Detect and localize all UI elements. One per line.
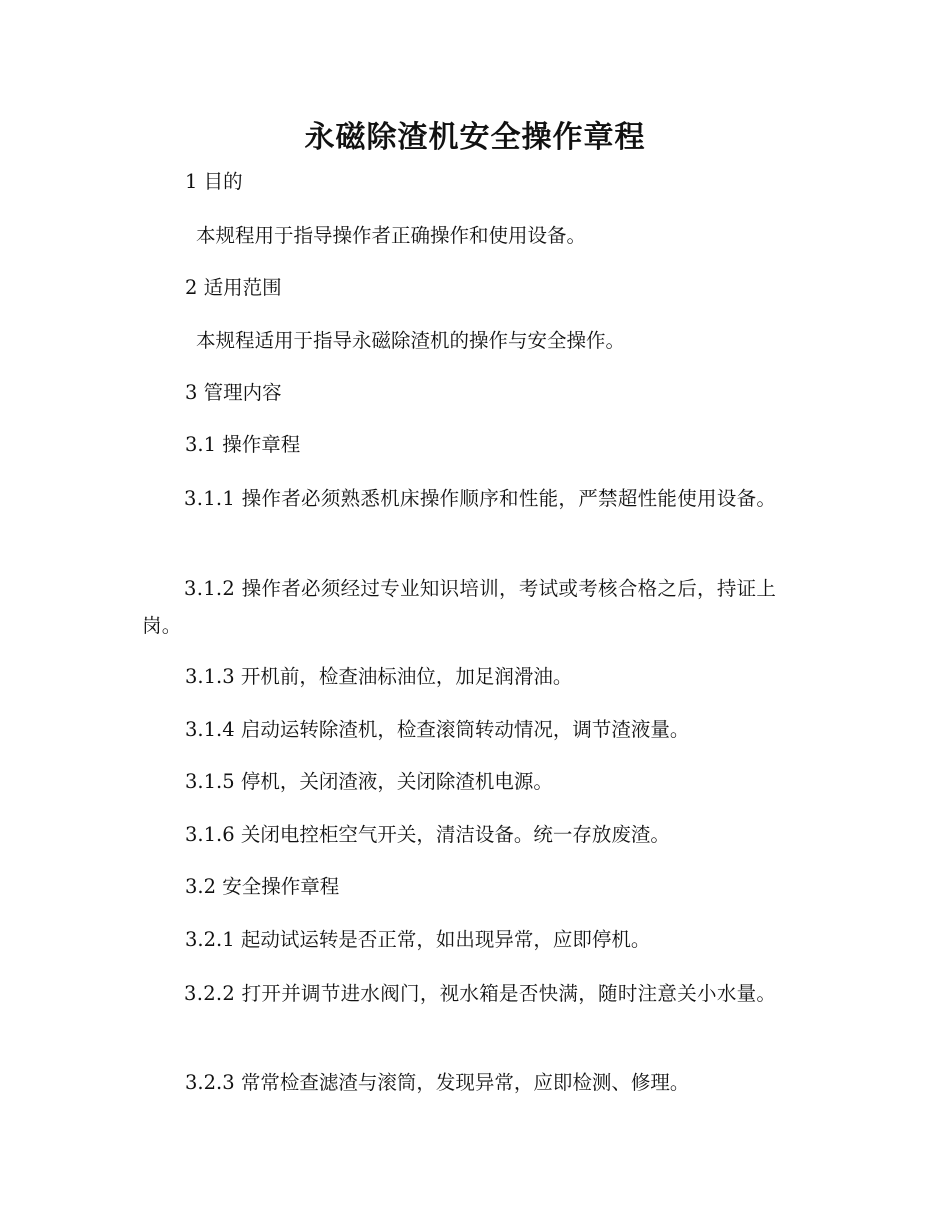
- document-title: 永磁除渣机安全操作章程: [304, 120, 646, 155]
- clause-3-1-3: 3.1.3 开机前，检查油标油位，加足润滑油。: [185, 665, 573, 688]
- section-1-body: 本规程用于指导操作者正确操作和使用设备。: [196, 224, 587, 247]
- clause-3-2-3: 3.2.3 常常检查滤渣与滚筒，发现异常，应即检测、修理。: [185, 1071, 690, 1094]
- section-3-1-heading: 3.1 操作章程: [185, 433, 301, 456]
- clause-3-1-1: 3.1.1 操作者必须熟悉机床操作顺序和性能，严禁超性能使用设备。: [184, 487, 777, 510]
- clause-3-1-4: 3.1.4 启动运转除渣机，检查滚筒转动情况，调节渣液量。: [185, 718, 690, 741]
- clause-3-1-5: 3.1.5 停机，关闭渣液，关闭除渣机电源。: [185, 770, 553, 793]
- section-2-body: 本规程适用于指导永磁除渣机的操作与安全操作。: [196, 329, 626, 352]
- clause-3-1-2: 3.1.2 操作者必须经过专业知识培训，考试或考核合格之后，持证上岗。: [142, 577, 777, 637]
- clause-3-2-2: 3.2.2 打开并调节进水阀门，视水箱是否快满，随时注意关小水量。: [184, 982, 777, 1005]
- clause-3-2-1: 3.2.1 起动试运转是否正常，如出现异常，应即停机。: [185, 928, 651, 951]
- section-3-heading: 3 管理内容: [185, 381, 282, 404]
- clause-3-1-6: 3.1.6 关闭电控柜空气开关，清洁设备。统一存放废渣。: [185, 823, 670, 846]
- section-1-heading: 1 目的: [185, 170, 243, 193]
- section-3-2-heading: 3.2 安全操作章程: [185, 875, 340, 898]
- section-2-heading: 2 适用范围: [185, 276, 282, 299]
